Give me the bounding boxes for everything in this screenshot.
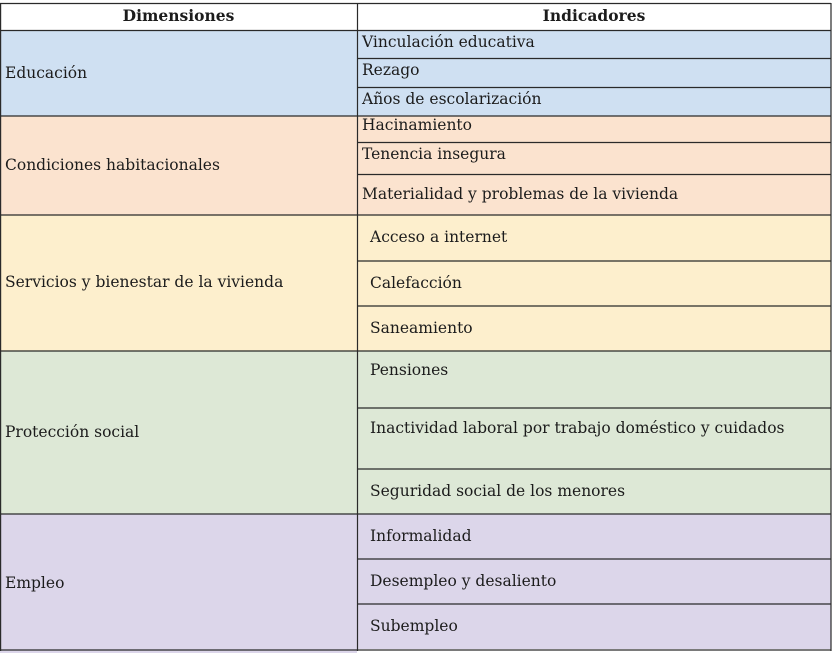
- indicator-pensiones: Pensiones: [357, 351, 831, 408]
- indicator-anos-escolarizacion: Años de escolarización: [357, 87, 831, 116]
- indicator-inactividad-laboral: Inactividad laboral por trabajo doméstico y cuidados: [357, 408, 831, 469]
- indicator-desempleo-desaliento: Desempleo y desaliento: [357, 559, 831, 604]
- header-dimensions: Dimensiones: [0, 3, 357, 28]
- indicator-tenencia-insegura: Tenencia insegura: [357, 142, 831, 174]
- indicator-acceso-internet: Acceso a internet: [357, 215, 831, 261]
- dimension-condiciones-habitacionales: Condiciones habitacionales: [0, 116, 357, 215]
- indicator-seguridad-social-menores: Seguridad social de los menores: [357, 469, 831, 514]
- indicator-saneamiento: Saneamiento: [357, 306, 831, 351]
- indicator-calefaccion: Calefacción: [357, 261, 831, 306]
- indicator-vinculacion-educativa: Vinculación educativa: [357, 31, 831, 58]
- indicator-materialidad-vivienda: Materialidad y problemas de la vivienda: [357, 174, 831, 215]
- indicator-subempleo: Subempleo: [357, 604, 831, 649]
- header-indicators: Indicadores: [357, 3, 831, 28]
- dimension-educacion: Educación: [0, 31, 357, 116]
- dimension-servicios-bienestar: Servicios y bienestar de la vivienda: [0, 215, 357, 351]
- indicator-hacinamiento: Hacinamiento: [357, 116, 831, 142]
- indicator-informalidad: Informalidad: [357, 514, 831, 559]
- dimension-empleo: Empleo: [0, 514, 357, 653]
- dimension-proteccion-social: Protección social: [0, 351, 357, 514]
- indicator-rezago: Rezago: [357, 58, 831, 87]
